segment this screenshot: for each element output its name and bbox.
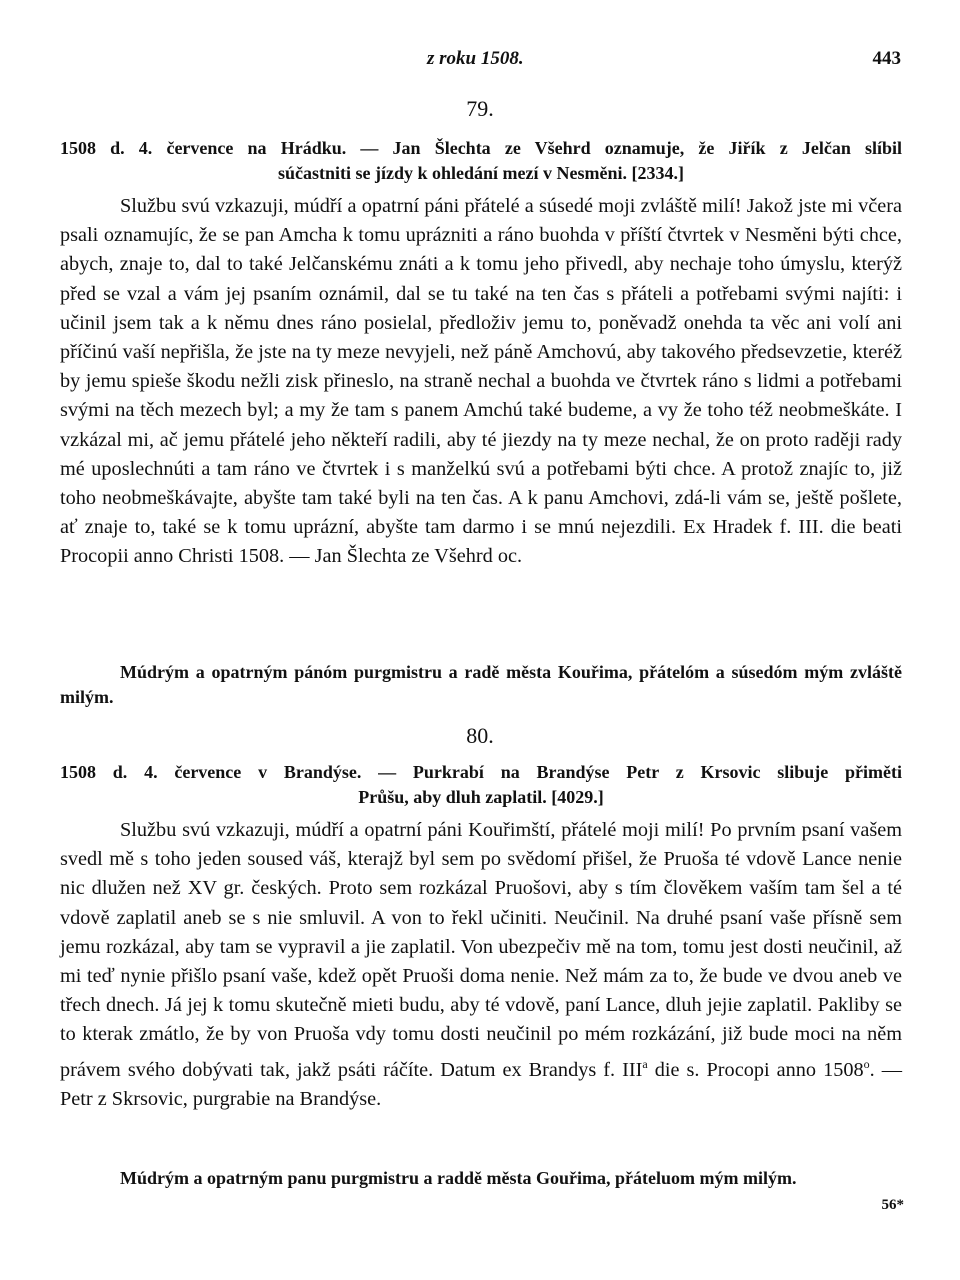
document-regest <box>60 760 902 810</box>
address-text: Múdrým a opatrným pánóm purgmistru a radě města Kouřima, přátelóm a súsedóm mým zvláště milým. <box>60 662 902 707</box>
page-number: 443 <box>872 48 901 69</box>
letter-address <box>60 1166 902 1191</box>
letter-paragraph <box>60 816 902 1114</box>
document-text <box>60 816 902 1114</box>
letter-text: . — Petr z Skrsovic, purgrabie na Brandýse. <box>60 1058 903 1110</box>
document-regest <box>60 136 902 186</box>
regest-line: Průšu, aby dluh zaplatil. [4029.] <box>358 787 604 807</box>
letter-text: Službu svú vzkazuji, múdří a opatrní páni Kouřimští, přátelé moji milí! Po prvním psaní vašem svedl mě s toho jeden soused váš, kterajž byl sem po svědomí přišel, že Pruoša té vdově Lance nenie nic dlužen než XV gr. českých. Proto sem rozkázal Pruošovi, aby s tím člověkem vaším tam šel a té vdově zaplatil aneb se s nie smluvil. A von to řekl učiniti. Neučinil. Na druhé psaní vaše přísně sem jemu rozkázal, aby tam se vypravil a jie zaplatil. Von ubezpečiv mě na tom, tomu jest dosti neučinil, až mi teď nynie přišlo psaní vaše, kdež opět Pruoši doma nenie. Než mám za to, že bude ve dvou aneb ve třech dnech. Já jej k tomu skutečně mieti budu, aby té vdově, paní Lance, dluh jejie zaplatil. Pakliby se to kterak zmátlo, že by von Pruoša vdy tomu dosti neučinil po mém rozkázání, již bude moci na něm právem svého dobývati tak, jakž psáti ráčíte. Datum ex Brandys f. III <box>60 819 902 1081</box>
letter-address <box>60 660 902 710</box>
document-text <box>60 192 902 572</box>
superscript: o <box>863 1056 870 1071</box>
regest-line: 1508 d. 4. července v Brandýse. — Purkrabí na Brandýse Petr z Krsovic slibuje přiměti <box>60 762 902 782</box>
letter-paragraph: Službu svú vzkazuji, múdří a opatrní páni přátelé a súsedé moji zvláště milí! Jakož jste mi včera psali oznamujíc, že se pan Amcha k tomu uprázniti a ráno buohda v příští čtvrtek v Nesměni býti chce, abych, znaje to, dal to také Jelčanskému znáti a k tomu jeho přivedl, aby nechaje toho úmyslu, kterýž před se vzal a vám jej psaním oznámil, dal se tu také na ten čas s přáteli a potřebami svými najíti: i učinil jsem tak a k němu dnes ráno posielal, předloživ jemu to, poněvadž onehda ta věc ani volí ani příčinú vaší nepřišla, že jste na ty meze nevyjeli, než páně Amchovú, aby takového předsevzetie, kteréž by jemu spieše škodu nežli zisk přineslo, na straně nechal a buohda ve čtvrtek ráno s lidmi a potřebami svými na těch mezech byl; a my že tam s panem Amchú také budeme, a vy že toho též neobmeškáte. I vzkázal mi, ač jemu přátelé jeho někteří radili, aby té jiezdy na ty meze nechal, že on proto raději rady mé uposlechnúti a tam ráno ve čtvrtek i s manželkú svú a potřebami býti chce. A protož znajíc to, již toho neobmeškávajte, abyšte tam také byli na ten čas. A k panu Amchovi, zdá-li vám se, ještě pošlete, ať znaje to, také se k tomu uprázní, abyšte tam darmo i se mnú nejezdili. Ex Hradek f. III. die beati Procopii anno Christi 1508. — Jan Šlechta ze Všehrd oc. <box>60 195 902 568</box>
letter-text: die s. Procopi anno 1508 <box>647 1058 864 1081</box>
superscript: a <box>642 1056 648 1071</box>
running-title: z roku 1508. <box>427 48 524 69</box>
address-text: Múdrým a opatrným panu purgmistru a raddě města Gouřima, přáteluom mým milým. <box>120 1168 797 1188</box>
regest-line: 1508 d. 4. července na Hrádku. — Jan Šlechta ze Všehrd oznamuje, že Jiřík z Jelčan slíbil <box>60 138 902 158</box>
regest-line: súčastniti se jízdy k ohledání mezí v Nesměni. [2334.] <box>278 163 684 183</box>
document-number: 80. <box>466 723 494 748</box>
document-number: 79. <box>466 96 494 121</box>
signature-mark: 56* <box>881 1197 904 1213</box>
